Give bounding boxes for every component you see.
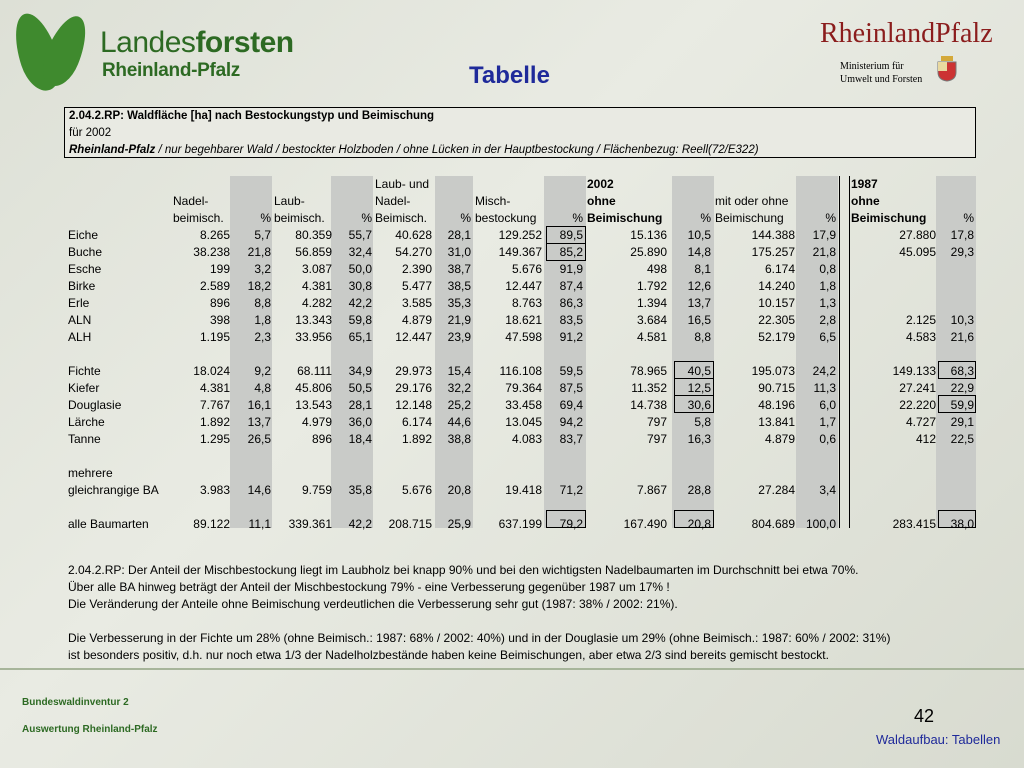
table-cell: 144.388 xyxy=(751,228,795,242)
highlight-buche-misch xyxy=(546,243,586,261)
highlight-douglasie-2002 xyxy=(674,395,714,413)
table-cell: 12.447 xyxy=(395,330,432,344)
table-cell: % xyxy=(963,211,974,225)
table-cell: 1,3 xyxy=(819,296,836,310)
table-cell: 1,8 xyxy=(819,279,836,293)
row-label: Esche xyxy=(68,262,102,276)
table-header-cell: Beimischung xyxy=(851,211,927,225)
table-cell: 7.767 xyxy=(199,398,230,412)
table-cell: 13.045 xyxy=(505,415,542,429)
table-cell: 18,2 xyxy=(247,279,271,293)
table-cell: 175.257 xyxy=(751,245,795,259)
table-cell: 38,8 xyxy=(447,432,471,446)
table-cell: 14,8 xyxy=(687,245,711,259)
notes xyxy=(68,562,890,664)
table-cell: 59,5 xyxy=(559,364,583,378)
row-label: Douglasie xyxy=(68,398,122,412)
table-cell: 45.095 xyxy=(899,245,936,259)
table-cell: 6.174 xyxy=(764,262,795,276)
ministry-subtitle: Ministerium für Umwelt und Forsten xyxy=(840,61,923,85)
table-cell: 22.220 xyxy=(899,398,936,412)
table-cell: 31,0 xyxy=(447,245,471,259)
table-row xyxy=(64,363,976,380)
table-cell: 40.628 xyxy=(395,228,432,242)
table-row xyxy=(64,397,976,414)
table-cell: 50,0 xyxy=(348,262,372,276)
table-cell: 52.179 xyxy=(758,330,795,344)
row-label: Lärche xyxy=(68,415,105,429)
table-cell: 412 xyxy=(915,432,936,446)
table-header-cell: ohne xyxy=(851,194,880,208)
table-header-cell: Beimischung xyxy=(587,211,663,225)
table-cell: 13,7 xyxy=(687,296,711,310)
table-cell: 30,8 xyxy=(348,279,372,293)
table-cell: 83,7 xyxy=(559,432,583,446)
table-cell: 69,4 xyxy=(559,398,583,412)
row-label: ALH xyxy=(68,330,92,344)
row-label: Fichte xyxy=(68,364,101,378)
table-cell: 398 xyxy=(209,313,230,327)
table-cell: 87,5 xyxy=(559,381,583,395)
table-row xyxy=(64,329,976,346)
table-cell: 65,1 xyxy=(348,330,372,344)
footer-evaluation: Auswertung Rheinland-Pfalz xyxy=(22,724,158,735)
table-cell: 12.148 xyxy=(395,398,432,412)
table-cell: 29.176 xyxy=(395,381,432,395)
page-number: 42 xyxy=(914,706,935,726)
table-cell: 9,2 xyxy=(254,364,271,378)
table-cell: 797 xyxy=(646,432,667,446)
ministry-logo-text: RheinlandPfalz xyxy=(820,18,993,49)
table-cell: 15.136 xyxy=(630,228,667,242)
table-cell: 12.447 xyxy=(505,279,542,293)
table-cell: 1.892 xyxy=(199,415,230,429)
table-cell: 22,9 xyxy=(950,381,974,395)
table-row xyxy=(64,346,976,363)
table-cell: 21,9 xyxy=(447,313,471,327)
table-cell: 14,6 xyxy=(247,483,271,497)
table-cell: 22.305 xyxy=(758,313,795,327)
table-cell: 91,2 xyxy=(559,330,583,344)
table-header-cell: beimisch. xyxy=(173,211,224,225)
table-header-cell: Nadel- xyxy=(173,194,209,208)
table-cell: 2.125 xyxy=(905,313,936,327)
table-cell: 27.241 xyxy=(899,381,936,395)
page-title: Tabelle xyxy=(469,62,550,89)
table-cell: 6,5 xyxy=(819,330,836,344)
table-cell: 11,3 xyxy=(813,381,836,395)
table-cell: 8,8 xyxy=(694,330,711,344)
table-cell: 26,5 xyxy=(247,432,271,446)
table-header-row-1 xyxy=(64,176,976,193)
row-label: Buche xyxy=(68,245,103,259)
table-row xyxy=(64,380,976,397)
table-cell: 13.841 xyxy=(758,415,795,429)
note-line: 2.04.2.RP: Der Anteil der Mischbestockung liegt im Laubholz bei knapp 90% und bei den wichtigsten Nadelbaumarten im Durchschnitt bei etwa 70%. xyxy=(68,563,859,577)
table-cell: 3,4 xyxy=(819,483,836,497)
table-cell: 21,6 xyxy=(950,330,974,344)
table-cell: 42,2 xyxy=(348,517,372,531)
row-label: Kiefer xyxy=(68,381,100,395)
table-cell: 167.490 xyxy=(623,517,667,531)
table-cell: 6.174 xyxy=(401,415,432,429)
highlight-total-2002 xyxy=(674,510,714,528)
table-cell: 56.859 xyxy=(295,245,332,259)
table-cell: 13,7 xyxy=(247,415,271,429)
table-cell: 29,1 xyxy=(950,415,974,429)
table-cell: 4.583 xyxy=(905,330,936,344)
table-cell: 498 xyxy=(646,262,667,276)
table-caption: 2.04.2.RP: Waldfläche [ha] nach Bestockungstyp und Beimischung für 2002 Rheinland-Pfalz / nur begehbarer Wald / bestockter Holzboden / ohne Lücken in der Hauptbestockung / Flächenbezug: Reell(72/E322) xyxy=(64,107,976,158)
table-cell: 33.956 xyxy=(295,330,332,344)
table-cell: 78.965 xyxy=(630,364,667,378)
table-cell: 17,9 xyxy=(812,228,836,242)
table-cell: 86,3 xyxy=(559,296,583,310)
table-cell: 35,8 xyxy=(348,483,372,497)
table-cell: 1.195 xyxy=(199,330,230,344)
table-cell: 33.458 xyxy=(505,398,542,412)
table-cell: 283.415 xyxy=(892,517,936,531)
table-cell: 16,3 xyxy=(687,432,711,446)
table-cell: 90.715 xyxy=(758,381,795,395)
table-cell: 339.361 xyxy=(288,517,332,531)
table-cell: 4.282 xyxy=(301,296,332,310)
table-cell: 896 xyxy=(311,432,332,446)
table-header-cell: Misch- xyxy=(475,194,511,208)
table-cell: 85,2 xyxy=(559,245,583,259)
table-cell: 1,8 xyxy=(254,313,271,327)
table-header-cell: beimisch. xyxy=(274,211,325,225)
table-cell: 896 xyxy=(209,296,230,310)
table-cell: 68,3 xyxy=(950,364,974,378)
table-cell: 195.073 xyxy=(751,364,795,378)
table-cell: 59,8 xyxy=(348,313,372,327)
table-header-cell: Beimisch. xyxy=(375,211,428,225)
table-row xyxy=(64,312,976,329)
row-label: mehrere xyxy=(68,466,113,480)
table-cell: 48.196 xyxy=(758,398,795,412)
landesforsten-logo-text: Landesforsten xyxy=(100,26,294,59)
table-cell: 11,1 xyxy=(248,517,271,531)
table-cell: 149.367 xyxy=(498,245,542,259)
table-header-cell: Laub- xyxy=(274,194,305,208)
table-cell: 18.621 xyxy=(505,313,542,327)
table-cell: % xyxy=(260,211,271,225)
table-cell: 22,5 xyxy=(950,432,974,446)
table-cell: 12,5 xyxy=(687,381,711,395)
row-label: gleichrangige BA xyxy=(68,483,159,497)
table-cell: 199 xyxy=(209,262,230,276)
table-cell: 25,2 xyxy=(447,398,471,412)
table-header-cell: 1987 xyxy=(851,177,878,191)
table-cell: 13.343 xyxy=(295,313,332,327)
table-cell: 1.394 xyxy=(636,296,667,310)
table-cell: 18,4 xyxy=(348,432,372,446)
table-cell: 32,2 xyxy=(447,381,471,395)
table-cell: 1.892 xyxy=(401,432,432,446)
table-cell: 10,3 xyxy=(950,313,974,327)
table-header-cell: Nadel- xyxy=(375,194,411,208)
table-cell: 3.087 xyxy=(301,262,332,276)
table-header-cell: mit oder ohne xyxy=(715,194,789,208)
table-cell: 23,9 xyxy=(447,330,471,344)
table-cell: 44,6 xyxy=(447,415,471,429)
table-cell: 4,8 xyxy=(254,381,271,395)
table-cell: 47.598 xyxy=(505,330,542,344)
table-cell: 11.352 xyxy=(631,381,667,395)
table-row xyxy=(64,499,976,516)
table-cell: 5.676 xyxy=(511,262,542,276)
table-cell: 804.689 xyxy=(751,517,795,531)
table-cell: 10.157 xyxy=(758,296,795,310)
table-cell: 80.359 xyxy=(295,228,332,242)
table-row xyxy=(64,448,976,465)
table-cell: 42,2 xyxy=(348,296,372,310)
landesforsten-logo-region: Rheinland-Pfalz xyxy=(102,60,241,81)
table-cell: 797 xyxy=(646,415,667,429)
highlight-kiefer-2002 xyxy=(674,378,714,396)
footer-inventory: Bundeswaldinventur 2 xyxy=(22,697,129,708)
table-row xyxy=(64,431,976,448)
table-cell: 0,6 xyxy=(819,432,836,446)
table-cell: 25.890 xyxy=(630,245,667,259)
table-cell: 50,5 xyxy=(348,381,372,395)
table-header-row-2 xyxy=(64,193,976,210)
table-cell: % xyxy=(572,211,583,225)
table-cell: 2,3 xyxy=(254,330,271,344)
table-cell: 16,1 xyxy=(247,398,271,412)
table-cell: 129.252 xyxy=(498,228,542,242)
note-line: Die Verbesserung in der Fichte um 28% (ohne Beimisch.: 1987: 68% / 2002: 40%) und in der Douglasie um 29% (ohne Beimisch.: 1987: 60% / 2002: 31%) xyxy=(68,631,891,645)
table-cell: 637.199 xyxy=(498,517,542,531)
table-cell: 2.390 xyxy=(401,262,432,276)
table-header-cell: 2002 xyxy=(587,177,614,191)
table-row xyxy=(64,278,976,295)
table-cell: 2,8 xyxy=(819,313,836,327)
table-cell: 4.879 xyxy=(764,432,795,446)
table-cell: 9.759 xyxy=(301,483,332,497)
table-cell: 17,8 xyxy=(950,228,974,242)
table-cell: 8.763 xyxy=(511,296,542,310)
table-header-row-3 xyxy=(64,210,976,227)
table-cell: 71,2 xyxy=(559,483,583,497)
table-row xyxy=(64,482,976,499)
table-cell: 79,2 xyxy=(559,517,583,531)
table-cell: 4.381 xyxy=(199,381,230,395)
table-cell: 27.880 xyxy=(899,228,936,242)
table-cell: 68.111 xyxy=(297,364,332,378)
table-cell: 54.270 xyxy=(395,245,432,259)
table-cell: 3.585 xyxy=(401,296,432,310)
table-cell: 28,8 xyxy=(687,483,711,497)
row-label: Erle xyxy=(68,296,90,310)
table-row xyxy=(64,414,976,431)
table-cell: 35,3 xyxy=(447,296,471,310)
table-cell: % xyxy=(700,211,711,225)
table-cell: % xyxy=(361,211,372,225)
data-table xyxy=(64,176,976,533)
table-cell: 24,2 xyxy=(812,364,836,378)
table-cell: 21,8 xyxy=(247,245,271,259)
table-cell: 8,1 xyxy=(694,262,711,276)
table-cell: 10,5 xyxy=(687,228,711,242)
table-cell: 40,5 xyxy=(687,364,711,378)
table-cell: 18.024 xyxy=(193,364,230,378)
table-cell: 21,8 xyxy=(812,245,836,259)
table-cell: 4.727 xyxy=(905,415,936,429)
table-cell: 8.265 xyxy=(199,228,230,242)
highlight-douglasie-1987 xyxy=(938,395,976,413)
highlight-fichte-1987 xyxy=(938,361,976,379)
highlight-total-1987 xyxy=(938,510,976,528)
table-cell: 15,4 xyxy=(447,364,471,378)
table-cell: 87,4 xyxy=(559,279,583,293)
highlight-eiche-misch xyxy=(546,226,586,244)
table-cell: 1,7 xyxy=(819,415,836,429)
table-cell: 3.983 xyxy=(199,483,230,497)
note-line xyxy=(68,613,890,630)
table-cell: 14.738 xyxy=(630,398,667,412)
table-cell: 89.122 xyxy=(193,517,230,531)
table-cell: 91,9 xyxy=(559,262,583,276)
table-cell: 38,5 xyxy=(447,279,471,293)
row-label: Eiche xyxy=(68,228,99,242)
table-cell: 149.133 xyxy=(892,364,936,378)
table-cell: 208.715 xyxy=(388,517,432,531)
table-cell: 4.083 xyxy=(511,432,542,446)
table-cell: 38,7 xyxy=(447,262,471,276)
table-cell: 4.381 xyxy=(301,279,332,293)
table-cell: 1.792 xyxy=(636,279,667,293)
highlight-fichte-2002 xyxy=(674,361,714,379)
table-cell: 27.284 xyxy=(758,483,795,497)
table-cell: 0,8 xyxy=(819,262,836,276)
row-label: ALN xyxy=(68,313,92,327)
table-cell: 13.543 xyxy=(295,398,332,412)
highlight-total-misch xyxy=(546,510,586,528)
note-line: Die Veränderung der Anteile ohne Beimischung verdeutlichen die Verbesserung sehr gut (1987: 38% / 2002: 21%). xyxy=(68,597,678,611)
table-cell: 28,1 xyxy=(447,228,471,242)
table-cell: 59,9 xyxy=(950,398,974,412)
table-cell: 5.477 xyxy=(401,279,432,293)
table-cell: 19.418 xyxy=(505,483,542,497)
table-cell: 45.806 xyxy=(295,381,332,395)
table-cell: 116.108 xyxy=(499,364,542,378)
table-row xyxy=(64,295,976,312)
table-header-cell: Laub- und xyxy=(375,177,430,191)
table-cell: 6,0 xyxy=(819,398,836,412)
section-label: Waldaufbau: Tabellen xyxy=(876,732,1001,747)
note-line: Über alle BA hinweg beträgt der Anteil der Mischbestockung 79% - eine Verbesserung gegenüber 1987 um 17% ! xyxy=(68,580,670,594)
table-cell: 100,0 xyxy=(805,517,836,531)
table-cell: 3,2 xyxy=(254,262,271,276)
table-cell: 14.240 xyxy=(758,279,795,293)
table-row xyxy=(64,516,976,533)
table-cell: 1.295 xyxy=(199,432,230,446)
table-header-cell: bestockung xyxy=(475,211,537,225)
table-cell: 4.979 xyxy=(301,415,332,429)
table-header-cell: Beimischung xyxy=(715,211,784,225)
table-cell: 79.364 xyxy=(505,381,542,395)
table-cell: 38,0 xyxy=(950,517,974,531)
table-cell: 16,5 xyxy=(687,313,711,327)
table-cell: 29.973 xyxy=(395,364,432,378)
table-cell: 8,8 xyxy=(254,296,271,310)
table-cell: 29,3 xyxy=(950,245,974,259)
table-header-cell: ohne xyxy=(587,194,616,208)
table-cell: 20,8 xyxy=(687,517,711,531)
table-cell: 7.867 xyxy=(636,483,667,497)
table-cell: 4.581 xyxy=(636,330,667,344)
table-cell: 83,5 xyxy=(559,313,583,327)
table-cell: 32,4 xyxy=(348,245,372,259)
row-label: alle Baumarten xyxy=(68,517,149,531)
row-label: Tanne xyxy=(68,432,101,446)
table-cell: % xyxy=(460,211,471,225)
table-cell: % xyxy=(825,211,836,225)
note-line: ist besonders positiv, d.h. nur noch etwa 1/3 der Nadelholzbestände haben keine Beimischungen, aber etwa 2/3 sind bereits gemischt bestockt. xyxy=(68,648,829,662)
table-cell: 20,8 xyxy=(447,483,471,497)
table-cell: 94,2 xyxy=(559,415,583,429)
footer-divider xyxy=(0,668,1024,670)
table-cell: 4.879 xyxy=(401,313,432,327)
table-cell: 12,6 xyxy=(687,279,711,293)
table-row xyxy=(64,465,976,482)
table-cell: 2.589 xyxy=(199,279,230,293)
coat-of-arms-icon xyxy=(936,56,958,82)
table-cell: 3.684 xyxy=(636,313,667,327)
table-cell: 36,0 xyxy=(348,415,372,429)
row-label: Birke xyxy=(68,279,96,293)
table-cell: 5,7 xyxy=(254,228,271,242)
table-cell: 34,9 xyxy=(348,364,372,378)
table-row xyxy=(64,261,976,278)
table-cell: 30,6 xyxy=(687,398,711,412)
table-cell: 25,9 xyxy=(447,517,471,531)
table-cell: 5.676 xyxy=(401,483,432,497)
table-cell: 55,7 xyxy=(348,228,372,242)
table-cell: 38.238 xyxy=(193,245,230,259)
table-row xyxy=(64,227,976,244)
table-row xyxy=(64,244,976,261)
table-cell: 89,5 xyxy=(559,228,583,242)
table-cell: 28,1 xyxy=(348,398,372,412)
table-cell: 5,8 xyxy=(694,415,711,429)
